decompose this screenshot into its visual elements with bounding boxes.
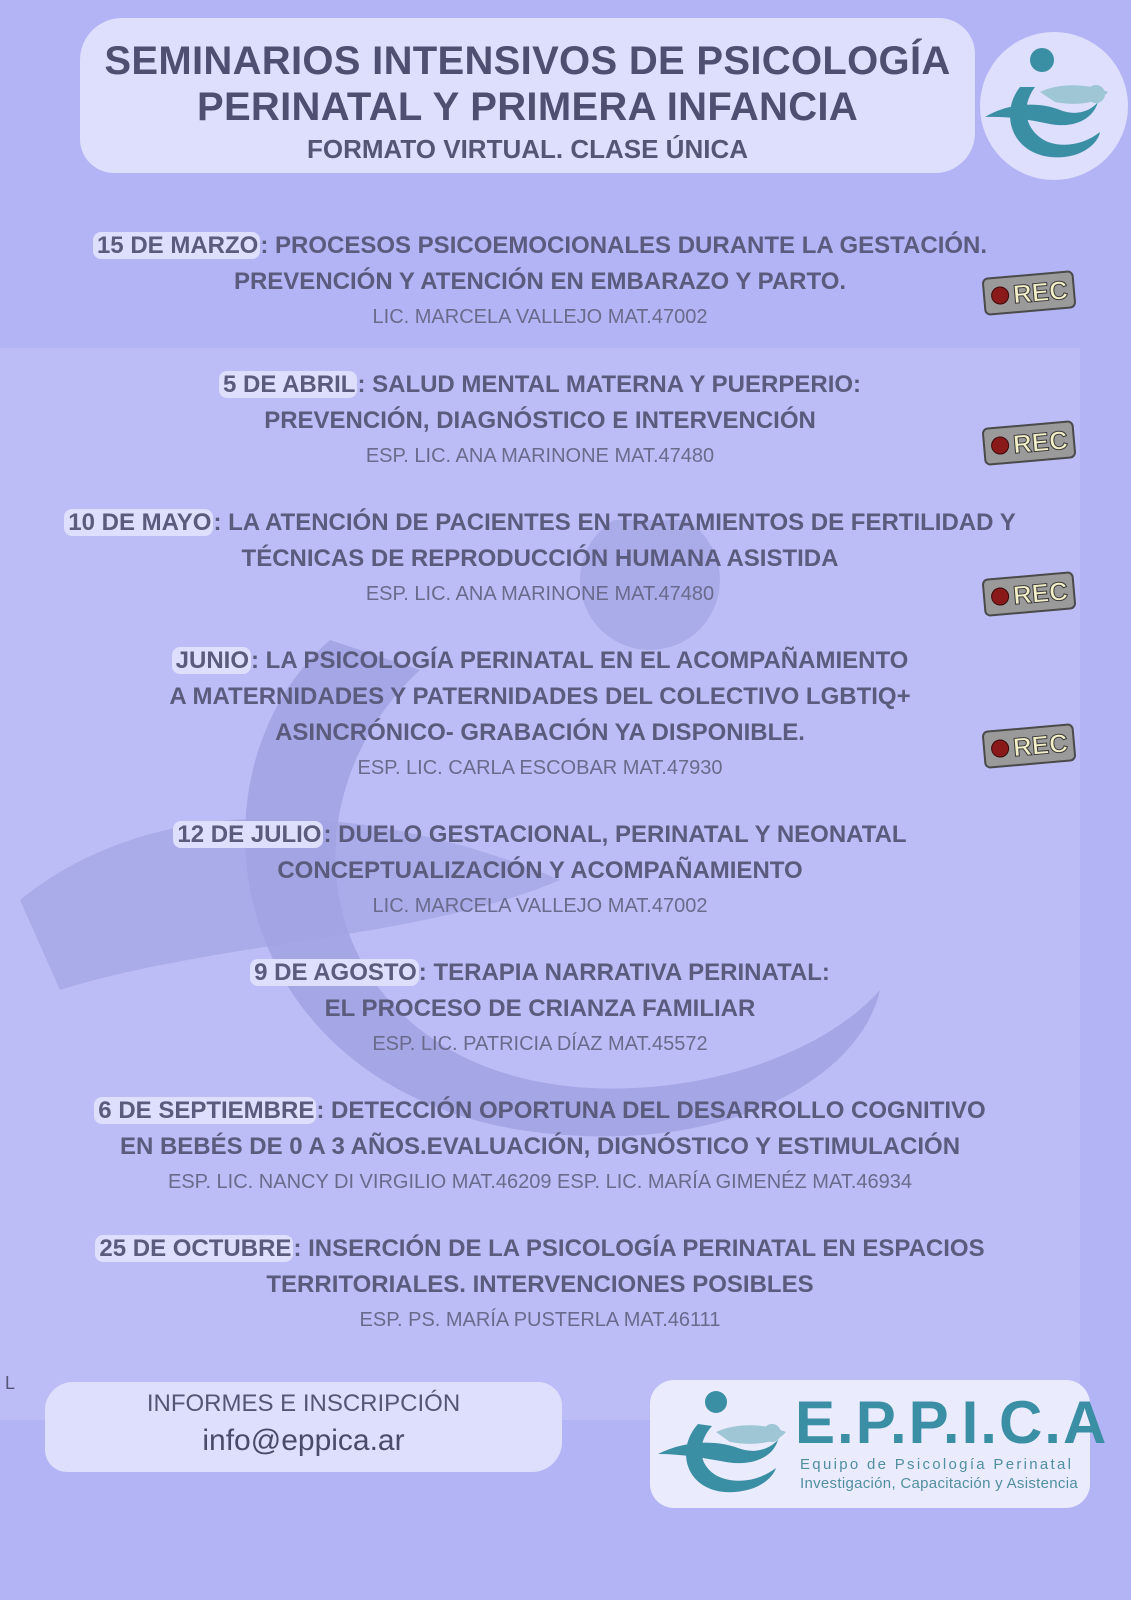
session-title: : DUELO GESTACIONAL, PERINATAL Y NEONATAL	[323, 821, 907, 848]
session-title-line2: PREVENCIÓN, DIAGNÓSTICO E INTERVENCIÓN	[264, 407, 816, 434]
eppica-mark-icon	[658, 1388, 793, 1500]
session-date: 10 DE MAYO	[64, 509, 213, 536]
session-title: : LA PSICOLOGÍA PERINATAL EN EL ACOMPAÑAMIENTO	[251, 647, 909, 674]
session-date: JUNIO	[172, 647, 251, 674]
session-title-line2: EN BEBÉS DE 0 A 3 AÑOS.EVALUACIÓN, DIGNÓSTICO Y ESTIMULACIÓN	[119, 1133, 961, 1160]
session-speaker: ESP. PS. MARÍA PUSTERLA MAT.46111	[359, 1309, 721, 1331]
session-date: 6 DE SEPTIEMBRE	[94, 1097, 316, 1124]
page-subtitle: FORMATO VIRTUAL. CLASE ÚNICA	[306, 134, 749, 164]
eppica-brand-logo	[650, 1380, 1109, 1508]
stray-character: L	[5, 1373, 16, 1393]
eppica-logo-badge	[980, 32, 1128, 180]
session-speaker: ESP. LIC. ANA MARINONE MAT.47480	[365, 583, 715, 605]
session-title-line2: TERRITORIALES. INTERVENCIONES POSIBLES	[266, 1271, 814, 1298]
session-title-line2: A MATERNIDADES Y PATERNIDADES DEL COLECTIVO LGBTIQ+	[169, 683, 911, 710]
record-dot-icon	[990, 739, 1010, 759]
rec-badge: REC	[982, 571, 1077, 617]
session-item	[0, 643, 1080, 785]
session-speaker: ESP. LIC. CARLA ESCOBAR MAT.47930	[357, 757, 723, 779]
session-date: 15 DE MARZO	[93, 232, 260, 259]
session-title: : TERAPIA NARRATIVA PERINATAL:	[418, 959, 830, 986]
session-date: 9 DE AGOSTO	[250, 959, 419, 986]
session-date: 12 DE JULIO	[173, 821, 323, 848]
record-dot-icon	[990, 587, 1010, 607]
contact-box	[45, 1382, 562, 1472]
session-title: : SALUD MENTAL MATERNA Y PUERPERIO:	[357, 371, 862, 398]
brand-tagline: Equipo de Psicología Perinatal	[800, 1456, 1074, 1473]
session-speaker: LIC. MARCELA VALLEJO MAT.47002	[372, 895, 708, 917]
rec-badge: REC	[982, 723, 1077, 769]
brand-tagline-secondary: Investigación, Capacitación y Asistencia	[800, 1475, 1078, 1492]
session-title: : LA ATENCIÓN DE PACIENTES EN TRATAMIENTOS DE FERTILIDAD Y	[213, 509, 1016, 536]
session-item	[0, 367, 1080, 473]
session-item	[0, 228, 1080, 334]
session-title-line2: TÉCNICAS DE REPRODUCCIÓN HUMANA ASISTIDA	[241, 545, 839, 572]
session-speaker: ESP. LIC. PATRICIA DÍAZ MAT.45572	[372, 1033, 708, 1055]
brand-name: E.P.P.I.C.A	[795, 1389, 1109, 1456]
rec-badge: REC	[982, 270, 1077, 316]
session-date: 25 DE OCTUBRE	[95, 1235, 293, 1262]
session-title: : DETECCIÓN OPORTUNA DEL DESARROLLO COGNITIVO	[316, 1097, 986, 1124]
session-speaker: ESP. LIC. ANA MARINONE MAT.47480	[365, 445, 715, 467]
session-item	[0, 1231, 1080, 1337]
session-title-line2: CONCEPTUALIZACIÓN Y ACOMPAÑAMIENTO	[277, 857, 803, 884]
rec-badge: REC	[982, 420, 1077, 466]
session-item	[0, 505, 1080, 611]
session-item	[0, 817, 1080, 923]
session-item	[0, 1093, 1080, 1199]
session-title-line3: ASINCRÓNICO- GRABACIÓN YA DISPONIBLE.	[275, 719, 805, 746]
session-title-line2: PREVENCIÓN Y ATENCIÓN EN EMBARAZO Y PARTO.	[233, 268, 847, 295]
contact-label: INFORMES E INSCRIPCIÓN	[146, 1390, 461, 1417]
page-title: SEMINARIOS INTENSIVOS DE PSICOLOGÍA PERINATAL Y PRIMERA INFANCIA	[104, 39, 951, 129]
session-title: : PROCESOS PSICOEMOCIONALES DURANTE LA GESTACIÓN.	[260, 232, 988, 259]
record-dot-icon	[990, 436, 1010, 456]
session-title: : INSERCIÓN DE LA PSICOLOGÍA PERINATAL EN ESPACIOS	[293, 1235, 985, 1262]
contact-email-link[interactable]: info@eppica.ar	[202, 1424, 405, 1457]
session-item	[0, 955, 1080, 1061]
session-speaker: LIC. MARCELA VALLEJO MAT.47002	[372, 306, 708, 328]
session-speaker: ESP. LIC. NANCY DI VIRGILIO MAT.46209 ESP. LIC. MARÍA GIMENÉZ MAT.46934	[168, 1171, 912, 1193]
record-dot-icon	[990, 286, 1010, 306]
header-banner	[80, 18, 975, 173]
session-date: 5 DE ABRIL	[219, 371, 357, 398]
session-title-line2: EL PROCESO DE CRIANZA FAMILIAR	[324, 995, 756, 1022]
eppica-logo-icon	[980, 32, 1128, 180]
